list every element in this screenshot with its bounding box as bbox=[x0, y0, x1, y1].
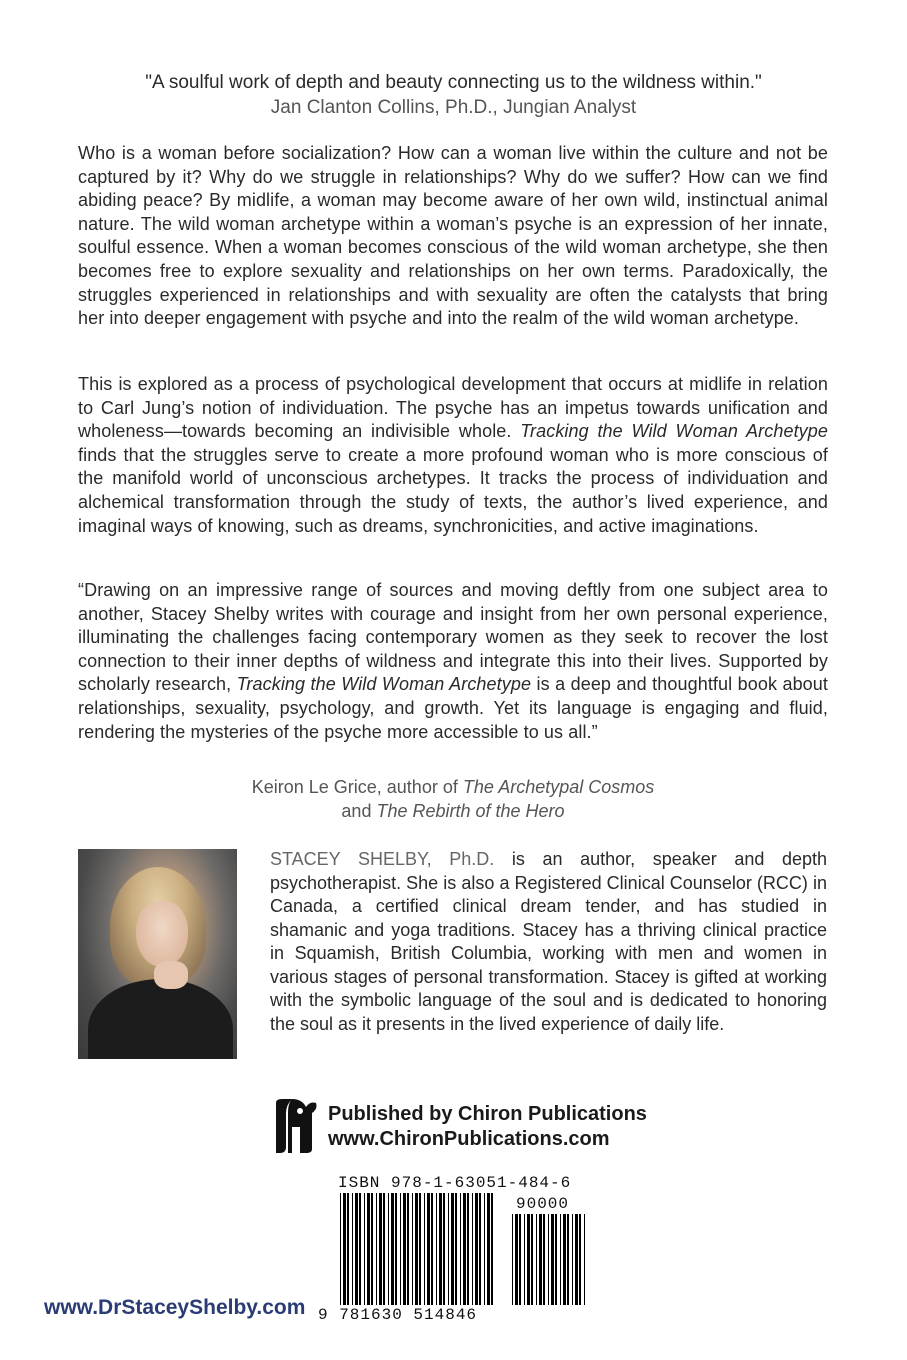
attribution-prefix-1: Keiron Le Grice, author of bbox=[251, 777, 463, 797]
chiron-logo-icon bbox=[272, 1097, 320, 1155]
author-photo-hand bbox=[154, 961, 188, 989]
description-paragraph-1: Who is a woman before socialization? How can a woman live within the culture and not be captured by it? Why do we struggle in relationships? Why do we suffer? How can we find abiding peace? By midlife, a woman may become aware of her own wild, instinctual animal nature. The wild woman archetype within a woman’s psyche is an expression of her innate, soulful essence. When a woman becomes conscious of the wild woman archetype, she then becomes free to explore sexuality and relationships on her own terms. Paradoxically, the struggles experienced in relationships and with sexuality are often the catalysts that bring her into deeper engagement with psyche and into the realm of the wild woman archetype. bbox=[78, 143, 828, 329]
barcode-bar bbox=[383, 1193, 385, 1305]
barcode-bar bbox=[543, 1214, 545, 1305]
barcode-bar bbox=[443, 1193, 445, 1305]
author-photo-face bbox=[136, 901, 188, 967]
barcode-bar bbox=[484, 1193, 485, 1305]
barcode-bar bbox=[367, 1193, 370, 1305]
endorsement-quote bbox=[78, 579, 828, 744]
barcode-bar bbox=[455, 1193, 457, 1305]
barcode-bar bbox=[431, 1193, 433, 1305]
barcode-bar bbox=[347, 1193, 349, 1305]
author-bio bbox=[270, 848, 827, 1036]
book-title-1: The Archetypal Cosmos bbox=[462, 777, 655, 797]
barcode-bar bbox=[479, 1193, 481, 1305]
barcode-bar bbox=[536, 1214, 537, 1305]
barcode-bar bbox=[491, 1193, 493, 1305]
barcode-bar bbox=[584, 1214, 585, 1305]
book-title: Tracking the Wild Woman Archetype bbox=[236, 674, 532, 695]
barcode-bar bbox=[572, 1214, 573, 1305]
paragraph-2-text-b: finds that the struggles serve to create a more profound woman who is more conscious of the manifold world of unconscious archetypes. It tracks the process of individuation and alchemical transformation through the study of texts, the author’s lived experience, and imaginal ways of knowing, such as dreams, synchronicities, and active imaginations. bbox=[78, 444, 828, 536]
book-title-2: The Rebirth of the Hero bbox=[376, 801, 565, 821]
publisher-block bbox=[272, 1097, 672, 1157]
endorsement-text-b: is a deep and thoughtful book about relationships, sexuality, psychology, and growth. Yet its language is engaging and fluid, rendering the mysteries of the psyche more accessible to us all.” bbox=[78, 674, 828, 742]
top-quote-text: "A soulful work of depth and beauty connecting us to the wildness within." bbox=[145, 72, 762, 93]
barcode-bar bbox=[343, 1193, 346, 1305]
barcode-bar bbox=[340, 1193, 341, 1305]
barcode-bar bbox=[359, 1193, 361, 1305]
barcode-bar bbox=[355, 1193, 358, 1305]
barcode-bar bbox=[539, 1214, 542, 1305]
barcode-bar bbox=[439, 1193, 442, 1305]
barcode-bar bbox=[371, 1193, 373, 1305]
author-website-link[interactable]: www.DrStaceyShelby.com bbox=[44, 1296, 306, 1319]
top-quote bbox=[60, 70, 847, 120]
barcode-bar bbox=[531, 1214, 533, 1305]
barcode-bar bbox=[436, 1193, 437, 1305]
barcode-bar bbox=[560, 1214, 561, 1305]
barcode-digits: 9 781630 514846 bbox=[318, 1306, 478, 1324]
barcode-bar bbox=[364, 1193, 365, 1305]
barcode-bar bbox=[475, 1193, 478, 1305]
barcode-bar bbox=[519, 1214, 521, 1305]
description-paragraph-2 bbox=[78, 373, 828, 538]
ean-barcode bbox=[338, 1193, 498, 1305]
barcode-bar bbox=[548, 1214, 549, 1305]
barcode-bar bbox=[555, 1214, 557, 1305]
barcode-bar bbox=[467, 1193, 469, 1305]
attribution-prefix-2: and bbox=[341, 801, 377, 821]
barcode-bar bbox=[388, 1193, 389, 1305]
barcode-bar bbox=[487, 1193, 490, 1305]
attribution-line-2 bbox=[78, 799, 828, 823]
publisher-text bbox=[328, 1102, 647, 1152]
endorsement-attribution bbox=[78, 775, 828, 823]
barcode-bar bbox=[524, 1214, 525, 1305]
barcode-bar bbox=[575, 1214, 578, 1305]
paragraph-2-text-a: This is explored as a process of psychological development that occurs at midlife in relation to Carl Jung’s notion of individuation. The psyche has an impetus towards unification and wholeness—towards becoming an indivisible whole. bbox=[78, 374, 828, 442]
barcode-bar bbox=[512, 1214, 513, 1305]
barcode-bar bbox=[379, 1193, 382, 1305]
barcode-bar bbox=[451, 1193, 454, 1305]
barcode-bar bbox=[427, 1193, 430, 1305]
barcode-bar bbox=[415, 1193, 418, 1305]
author-photo-sweater bbox=[88, 979, 233, 1059]
publisher-name: Published by Chiron Publications bbox=[328, 1103, 647, 1125]
barcode-bar bbox=[376, 1193, 377, 1305]
barcode-bar bbox=[567, 1214, 569, 1305]
barcode-bar bbox=[551, 1214, 554, 1305]
barcode-bar bbox=[391, 1193, 394, 1305]
barcode-bar bbox=[352, 1193, 353, 1305]
barcode-bar bbox=[424, 1193, 425, 1305]
barcode-bar bbox=[463, 1193, 466, 1305]
barcode-bar bbox=[412, 1193, 413, 1305]
endorsement-text-a: “Drawing on an impressive range of sources and moving deftly from one subject area to another, Stacey Shelby writes with courage and insight from her own personal experience, illuminating the challenges facing contemporary women as they seek to recover the lost connection to their inner depths of wildness and integrate this into their lives. Supported by scholarly research, bbox=[78, 580, 828, 695]
price-code: 90000 bbox=[516, 1195, 570, 1213]
barcode-bar bbox=[563, 1214, 566, 1305]
barcode-bar bbox=[472, 1193, 473, 1305]
barcode-bar bbox=[400, 1193, 401, 1305]
top-quote-attribution: Jan Clanton Collins, Ph.D., Jungian Analyst bbox=[270, 97, 637, 118]
barcode-bar bbox=[395, 1193, 397, 1305]
barcode-bar bbox=[460, 1193, 461, 1305]
author-bio-text: is an author, speaker and depth psychotherapist. She is also a Registered Clinical Counselor (RCC) in Canada, a certified clinical dream tender, and has studied in shamanic and yoga traditions. Stacey has a thriving clinical practice in Squamish, British Columbia, working with men and women in various stages of personal transformation. Stacey is gifted at working with the symbolic language of the soul and is dedicated to honoring the soul as it presents in the lived experience of daily life. bbox=[270, 849, 828, 1034]
book-title: Tracking the Wild Woman Archetype bbox=[520, 421, 828, 442]
author-photo bbox=[78, 849, 237, 1059]
barcode-bar bbox=[579, 1214, 581, 1305]
barcode-bar bbox=[419, 1193, 421, 1305]
author-name: STACEY SHELBY, Ph.D. bbox=[270, 849, 495, 869]
isbn-label: ISBN 978-1-63051-484-6 bbox=[338, 1174, 572, 1192]
barcode-bar bbox=[527, 1214, 530, 1305]
publisher-url[interactable]: www.ChironPublications.com bbox=[328, 1128, 610, 1150]
barcode-bar bbox=[407, 1193, 409, 1305]
barcode-bar bbox=[515, 1214, 518, 1305]
addon-barcode bbox=[510, 1214, 588, 1305]
barcode-bar bbox=[403, 1193, 406, 1305]
attribution-line-1 bbox=[78, 775, 828, 799]
barcode-bar bbox=[448, 1193, 449, 1305]
